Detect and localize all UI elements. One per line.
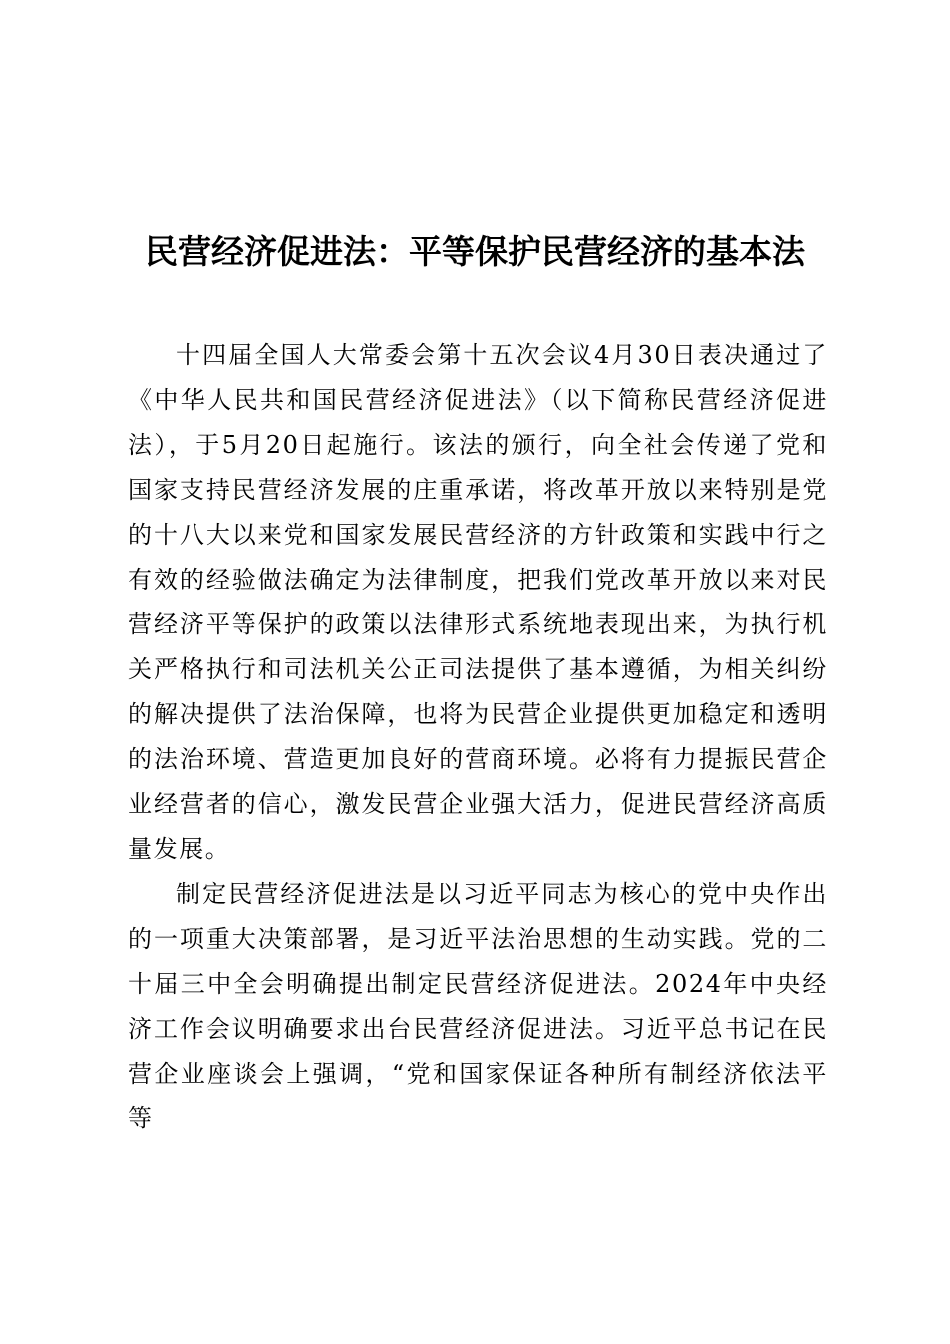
document-body [128,333,828,1141]
document-title: 民营经济促进法：平等保护民营经济的基本法 [145,232,805,271]
paragraph-1: 十四届全国人大常委会第十五次会议4月30日表决通过了《中华人民共和国民营经济促进法》（以下简称民营经济促进法），于5月20日起施行。该法的颁行，向全社会传递了党和国家支持民营经济发展的庄重承诺，将改革开放以来特别是党的十八大以来党和国家发展民营经济的方针政策和实践中行之有效的经验做法确定为法律制度，把我们党改革开放以来对民营经济平等保护的政策以法律形式系统地表现出来，为执行机关严格执行和司法机关公正司法提供了基本遵循，为相关纠纷的解决提供了法治保障，也将为民营企业提供更加稳定和透明的法治环境、营造更加良好的营商环境。必将有力提振民营企业经营者的信心，激发民营企业强大活力，促进民营经济高质量发展。 [128,341,828,863]
paragraph-2: 制定民营经济促进法是以习近平同志为核心的党中央作出的一项重大决策部署，是习近平法治思想的生动实践。党的二十届三中全会明确提出制定民营经济促进法。2024年中央经济工作会议明确要求出台民营经济促进法。习近平总书记在民营企业座谈会上强调，“党和国家保证各种所有制经济依法平等 [128,879,828,1133]
